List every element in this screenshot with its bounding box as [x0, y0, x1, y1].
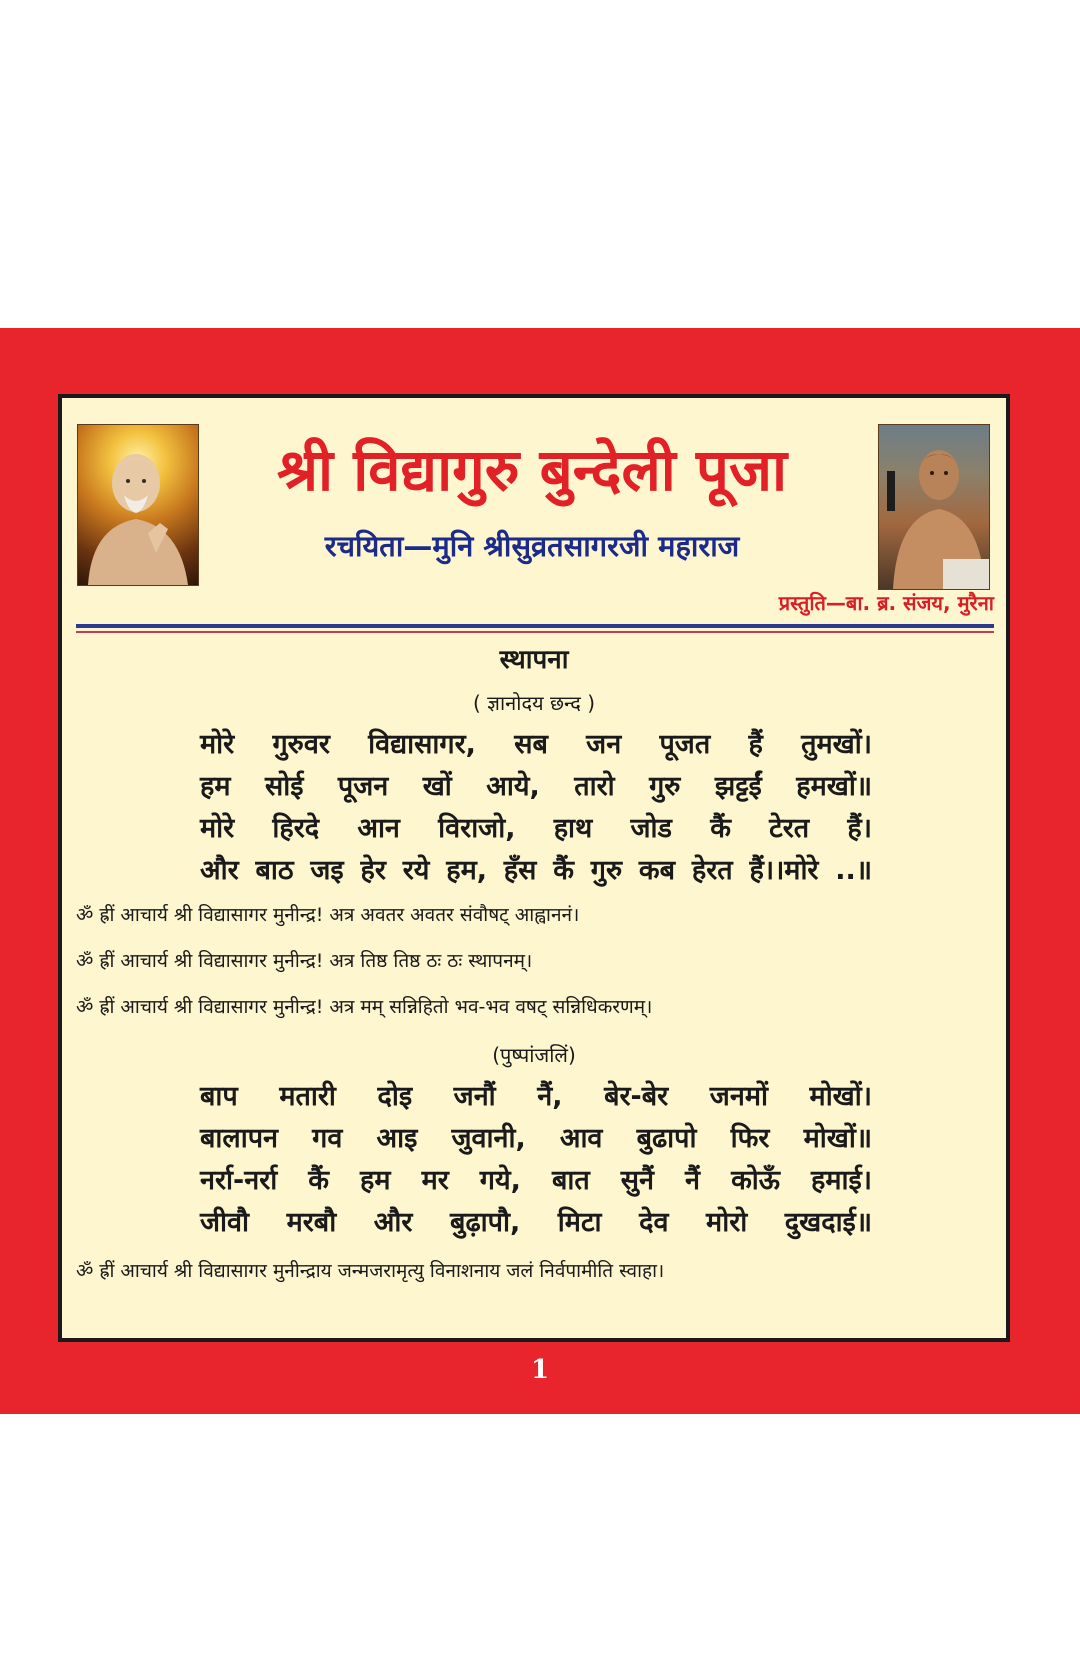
verse-line: बालापन गव आइ जुवानी, आव बुढापो फिर मोखों॥: [200, 1123, 872, 1154]
acharya-portrait-icon: [78, 425, 198, 585]
muni-portrait-icon: [879, 425, 989, 589]
verse-sthapana: [200, 724, 872, 892]
invocation-line: ॐ ह्रीं आचार्य श्री विद्यासागर मुनीन्द्र! अत्र अवतर अवतर संवौषट् आह्वाननं।: [76, 904, 580, 926]
meter-label: ( ज्ञानोदय छन्द ): [473, 691, 595, 715]
divider-rule-secondary: [76, 631, 994, 633]
verse-line: नर्रा-नर्रा कैं हम मर गये, बात सुनैं नैं कोऊँ हमाई।: [200, 1165, 872, 1196]
acharya-photo: [77, 424, 199, 586]
author-muni-photo: [878, 424, 990, 590]
pooja-title: श्री विद्यागुरु बुन्देली पूजा: [276, 436, 788, 504]
verse-line: और बाठ जइ हेर रये हम, हँस कैं गुरु कब हेरत हैं।।मोरे ..॥: [200, 855, 872, 886]
verse-line: मोरे हिरदे आन विराजो, हाथ जोड कैं टेरत हैं।: [200, 813, 872, 844]
invocation-line: ॐ ह्रीं आचार्य श्री विद्यासागर मुनीन्द्र! अत्र मम् सन्निहितो भव-भव वषट् सन्निधिकरणम्।: [76, 996, 653, 1018]
offering-label: (पुष्पांजलिं): [492, 1043, 576, 1067]
verse-line: हम सोई पूजन खों आये, तारो गुरु झट्टईं हमखों॥: [200, 771, 872, 802]
divider-rule: [76, 624, 994, 628]
pooja-card: [58, 394, 1010, 1342]
verse-line: मोरे गुरुवर विद्यासागर, सब जन पूजत हैं तुमखों।: [200, 729, 872, 760]
section-heading: स्थापना: [499, 645, 569, 675]
closing-mantra: ॐ ह्रीं आचार्य श्री विद्यासागर मुनीन्द्राय जन्मजरामृत्यु विनाशनाय जलं निर्वपामीति स्वाहा।: [76, 1260, 665, 1282]
invocation-line: ॐ ह्रीं आचार्य श्री विद्यासागर मुनीन्द्र! अत्र तिष्ठ तिष्ठ ठः ठः स्थापनम्।: [76, 950, 533, 972]
author-line: रचयिता—मुनि श्रीसुव्रतसागरजी महाराज: [324, 529, 740, 563]
page-number: 1: [530, 1355, 550, 1385]
verse-line: बाप मतारी दोइ जनौं नैं, बेर-बेर जनमों मोखों।: [200, 1081, 872, 1112]
verse-line: जीवौ मरबौ और बुढ़ापौ, मिटा देव मोरो दुखदाई॥: [200, 1207, 872, 1238]
presenter-line: प्रस्तुति—बा. ब्र. संजय, मुरैना: [778, 591, 994, 615]
verse-jal: [200, 1076, 872, 1244]
